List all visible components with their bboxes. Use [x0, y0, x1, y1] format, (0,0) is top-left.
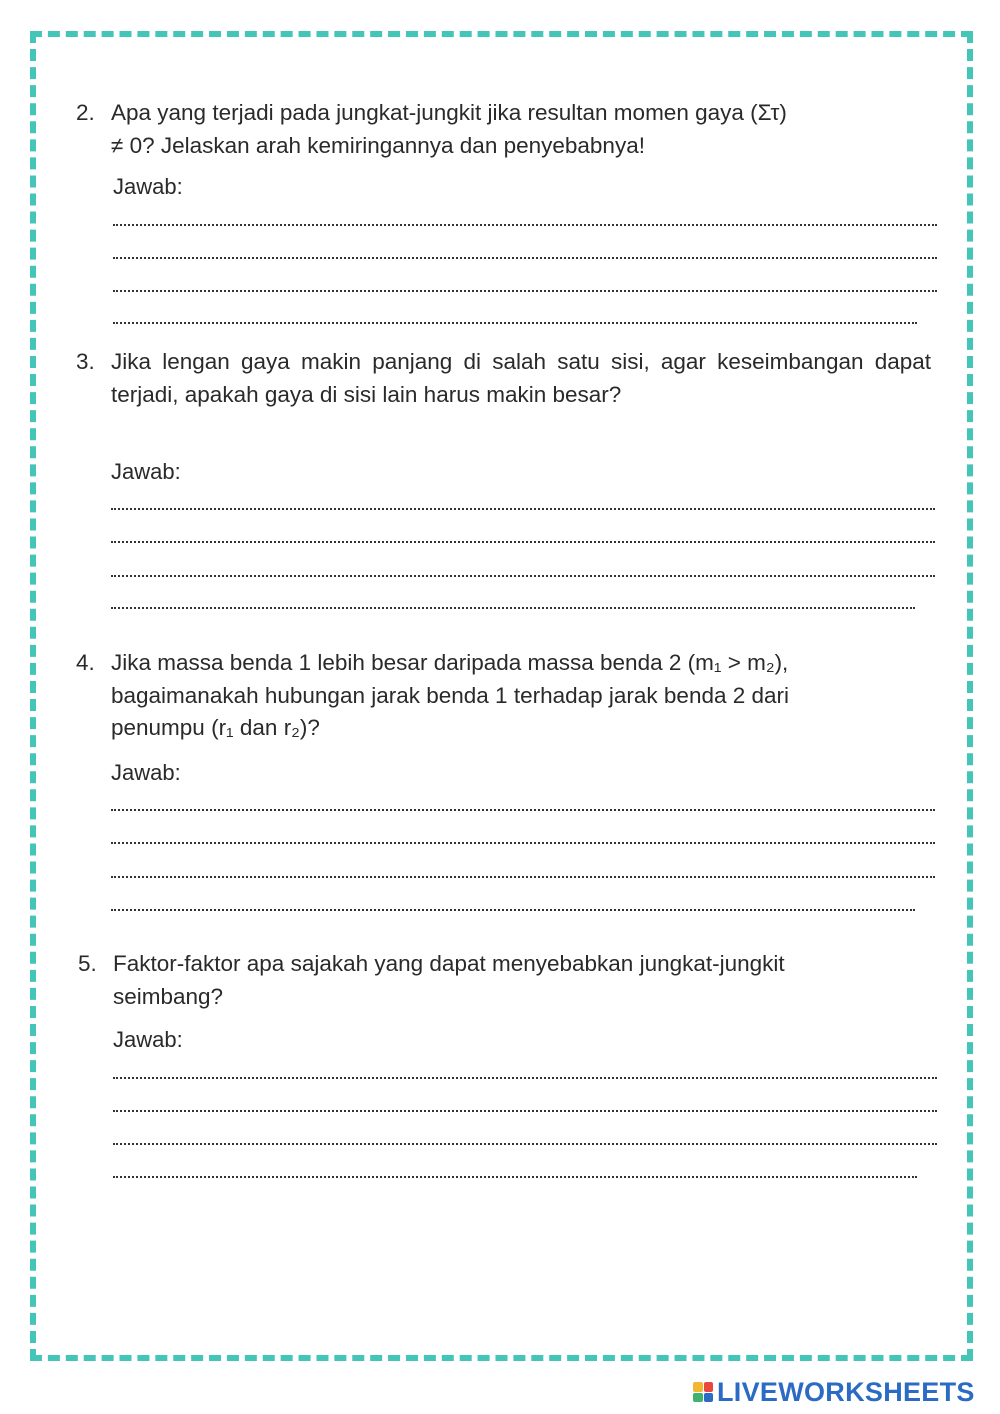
answer-line[interactable] — [111, 607, 915, 609]
question-text: Apa yang terjadi pada jungkat-jungkit jika resultan momen gaya (Στ) ≠ 0? Jelaskan arah kemiringannya dan penyebabnya! — [111, 100, 787, 158]
answer-label: Jawab: — [113, 174, 183, 199]
answer-line[interactable] — [113, 257, 937, 259]
question-3 — [76, 346, 938, 411]
question-5 — [78, 948, 940, 1013]
answer-line[interactable] — [113, 1110, 937, 1112]
answer-line[interactable] — [111, 809, 935, 811]
answer-line[interactable] — [113, 1143, 937, 1145]
answer-label: Jawab: — [111, 459, 181, 484]
question-text: Faktor-faktor apa sajakah yang dapat menyebabkan jungkat-jungkit seimbang? — [113, 951, 785, 1009]
question-text: Jika lengan gaya makin panjang di salah satu sisi, agar keseimbangan dapat terjadi, apakah gaya di sisi lain harus makin besar? — [111, 349, 931, 407]
question-number: 4. — [76, 650, 95, 675]
answer-line[interactable] — [113, 1077, 937, 1079]
answer-label: Jawab: — [111, 760, 181, 785]
answer-line[interactable] — [111, 508, 935, 510]
answer-line[interactable] — [113, 322, 917, 324]
question-number: 5. — [78, 951, 97, 976]
answer-line[interactable] — [111, 842, 935, 844]
answer-line[interactable] — [113, 224, 937, 226]
brand-name: LIVEWORKSHEETS — [717, 1376, 975, 1407]
answer-line[interactable] — [113, 290, 937, 292]
question-number: 3. — [76, 349, 95, 374]
question-text: Jika massa benda 1 lebih besar daripada massa benda 2 (m₁ > m₂), bagaimanakah hubungan jarak benda 1 terhadap jarak benda 2 dari penumpu (r₁ dan r₂)? — [111, 650, 790, 740]
answer-line[interactable] — [111, 575, 935, 577]
question-2 — [76, 97, 938, 162]
answer-line[interactable] — [111, 541, 935, 543]
answer-label: Jawab: — [113, 1027, 183, 1052]
question-number: 2. — [76, 100, 95, 125]
liveworksheets-branding[interactable] — [693, 1375, 975, 1409]
answer-line[interactable] — [111, 909, 915, 911]
liveworksheets-logo-icon — [693, 1382, 713, 1402]
answer-line[interactable] — [113, 1176, 917, 1178]
question-4 — [76, 647, 938, 745]
answer-line[interactable] — [111, 876, 935, 878]
